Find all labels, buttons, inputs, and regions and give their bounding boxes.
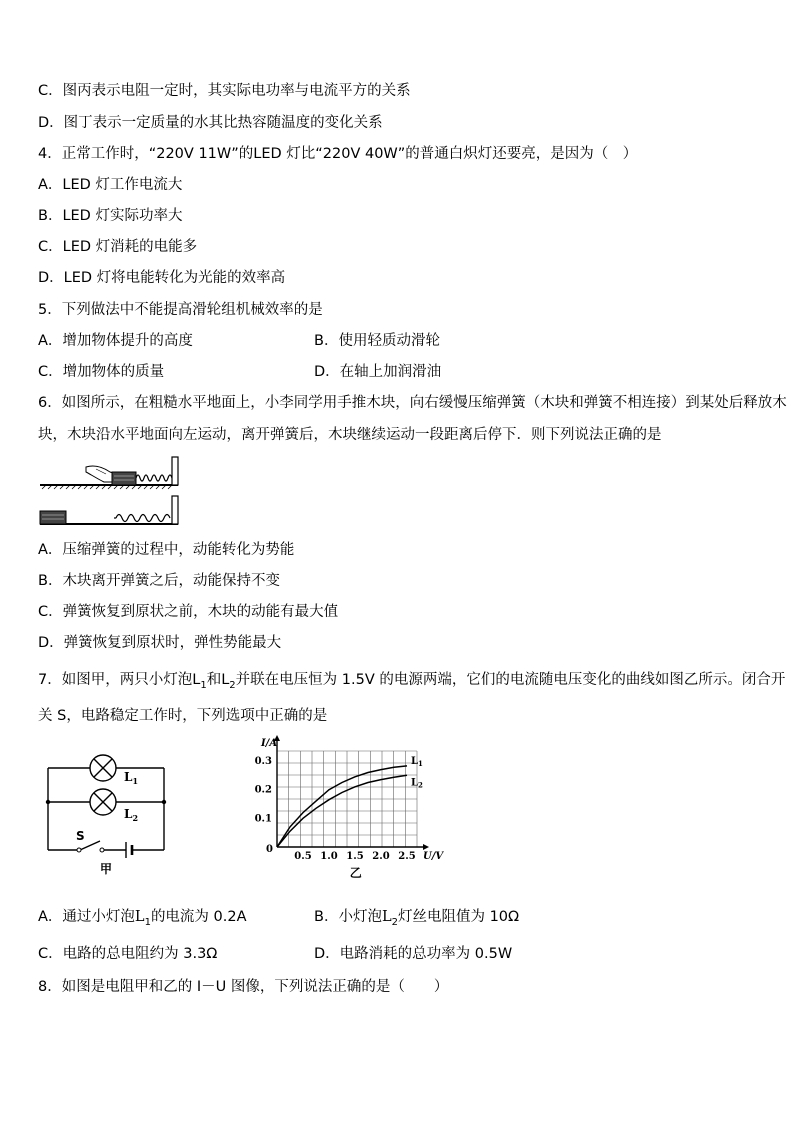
- x-tick-label: 1.5: [346, 851, 364, 862]
- spring-released-scene: [40, 496, 178, 524]
- x-tick-label: 2.5: [398, 851, 416, 862]
- series-label-l2: $L_2$: [411, 777, 423, 790]
- q5-option-b: B．使用轻质动滑轮: [314, 333, 440, 349]
- q6-stem-line1: 6．如图所示，在粗糙水平地面上，小李同学用手推木块，向右缓慢压缩弹簧（木块和弹簧不相连接）到某处后释放木: [38, 395, 787, 411]
- y-tick-label: 0.2: [254, 784, 272, 796]
- q5-option-c: C．增加物体的质量: [38, 364, 165, 380]
- x-tick-label: 2.0: [372, 851, 390, 862]
- circuit-caption: 甲: [100, 862, 113, 875]
- x-tick-label: 1.0: [320, 851, 338, 862]
- circuit-label-l1: $L_1$: [124, 770, 139, 786]
- y-tick-label: 0.3: [254, 756, 272, 767]
- q6-stem-line2: 块，木块沿水平地面向左运动，离开弹簧后，木块继续运动一段距离后停下．则下列说法正确的是: [38, 427, 662, 443]
- q6-option-b: B．木块离开弹簧之后，动能保持不变: [38, 573, 280, 589]
- q7-option-b: B．小灯泡$L_2$灯丝电阻值为 10Ω: [314, 909, 520, 928]
- q7-option-d: D．电路消耗的总功率为 0.5W: [314, 946, 513, 962]
- q7-option-c: C．电路的总电阻约为 3.3Ω: [38, 946, 218, 962]
- y-axis-label: I/A: [261, 738, 278, 749]
- y-tick-label: 0.1: [254, 813, 272, 825]
- q6-option-c: C．弹簧恢复到原状之前，木块的动能有最大值: [38, 604, 339, 620]
- graph-caption: 乙: [349, 866, 362, 880]
- x-axis-arrow: [423, 844, 429, 850]
- x-tick-label: 0.5: [294, 851, 312, 862]
- circuit-label-l2: $L_2$: [124, 807, 139, 823]
- q7-circuit-diagram: [40, 750, 175, 875]
- q7-iu-graph: [240, 732, 455, 882]
- x-axis-label: U/V: [423, 851, 444, 862]
- q3-option-c: C．图丙表示电阻一定时，其实际电功率与电流平方的关系: [38, 83, 411, 99]
- q7-stem-line2: 关 S，电路稳定工作时，下列选项中正确的是: [38, 708, 328, 724]
- q4-option-b: B．LED 灯实际功率大: [38, 208, 183, 224]
- q5-option-d: D．在轴上加润滑油: [314, 364, 442, 380]
- origin-label: 0: [266, 844, 273, 855]
- q6-option-a: A．压缩弹簧的过程中，动能转化为势能: [38, 542, 295, 558]
- spring-compressed-scene: [40, 457, 178, 489]
- q7-stem-line1: 7．如图甲，两只小灯泡$L_1$和$L_2$并联在电压恒为 1.5V 的电源两端，它们的电流随电压变化的曲线如图乙所示。闭合开: [38, 672, 786, 691]
- q5-option-a: A．增加物体提升的高度: [38, 333, 193, 349]
- q8-stem: 8．如图是电阻甲和乙的 I－U 图像，下列说法正确的是（ ）: [38, 979, 449, 995]
- q3-option-d: D．图丁表示一定质量的水其比热容随温度的变化关系: [38, 115, 383, 131]
- q4-option-d: D．LED 灯将电能转化为光能的效率高: [38, 270, 286, 286]
- q4-option-c: C．LED 灯消耗的电能多: [38, 239, 198, 255]
- circuit-label-s: S: [76, 829, 85, 843]
- q6-option-d: D．弹簧恢复到原状时，弹性势能最大: [38, 635, 282, 651]
- q7-option-a: A．通过小灯泡$L_1$的电流为 0.2A: [38, 909, 247, 928]
- q4-stem: 4．正常工作时，“220V 11W”的LED 灯比“220V 40W”的普通白炽灯还要亮，是因为（ ）: [38, 146, 638, 162]
- q5-stem: 5．下列做法中不能提高滑轮组机械效率的是: [38, 302, 323, 318]
- q6-spring-figure: [38, 452, 183, 534]
- series-label-l1: $L_1$: [411, 755, 423, 768]
- q4-option-a: A．LED 灯工作电流大: [38, 177, 183, 193]
